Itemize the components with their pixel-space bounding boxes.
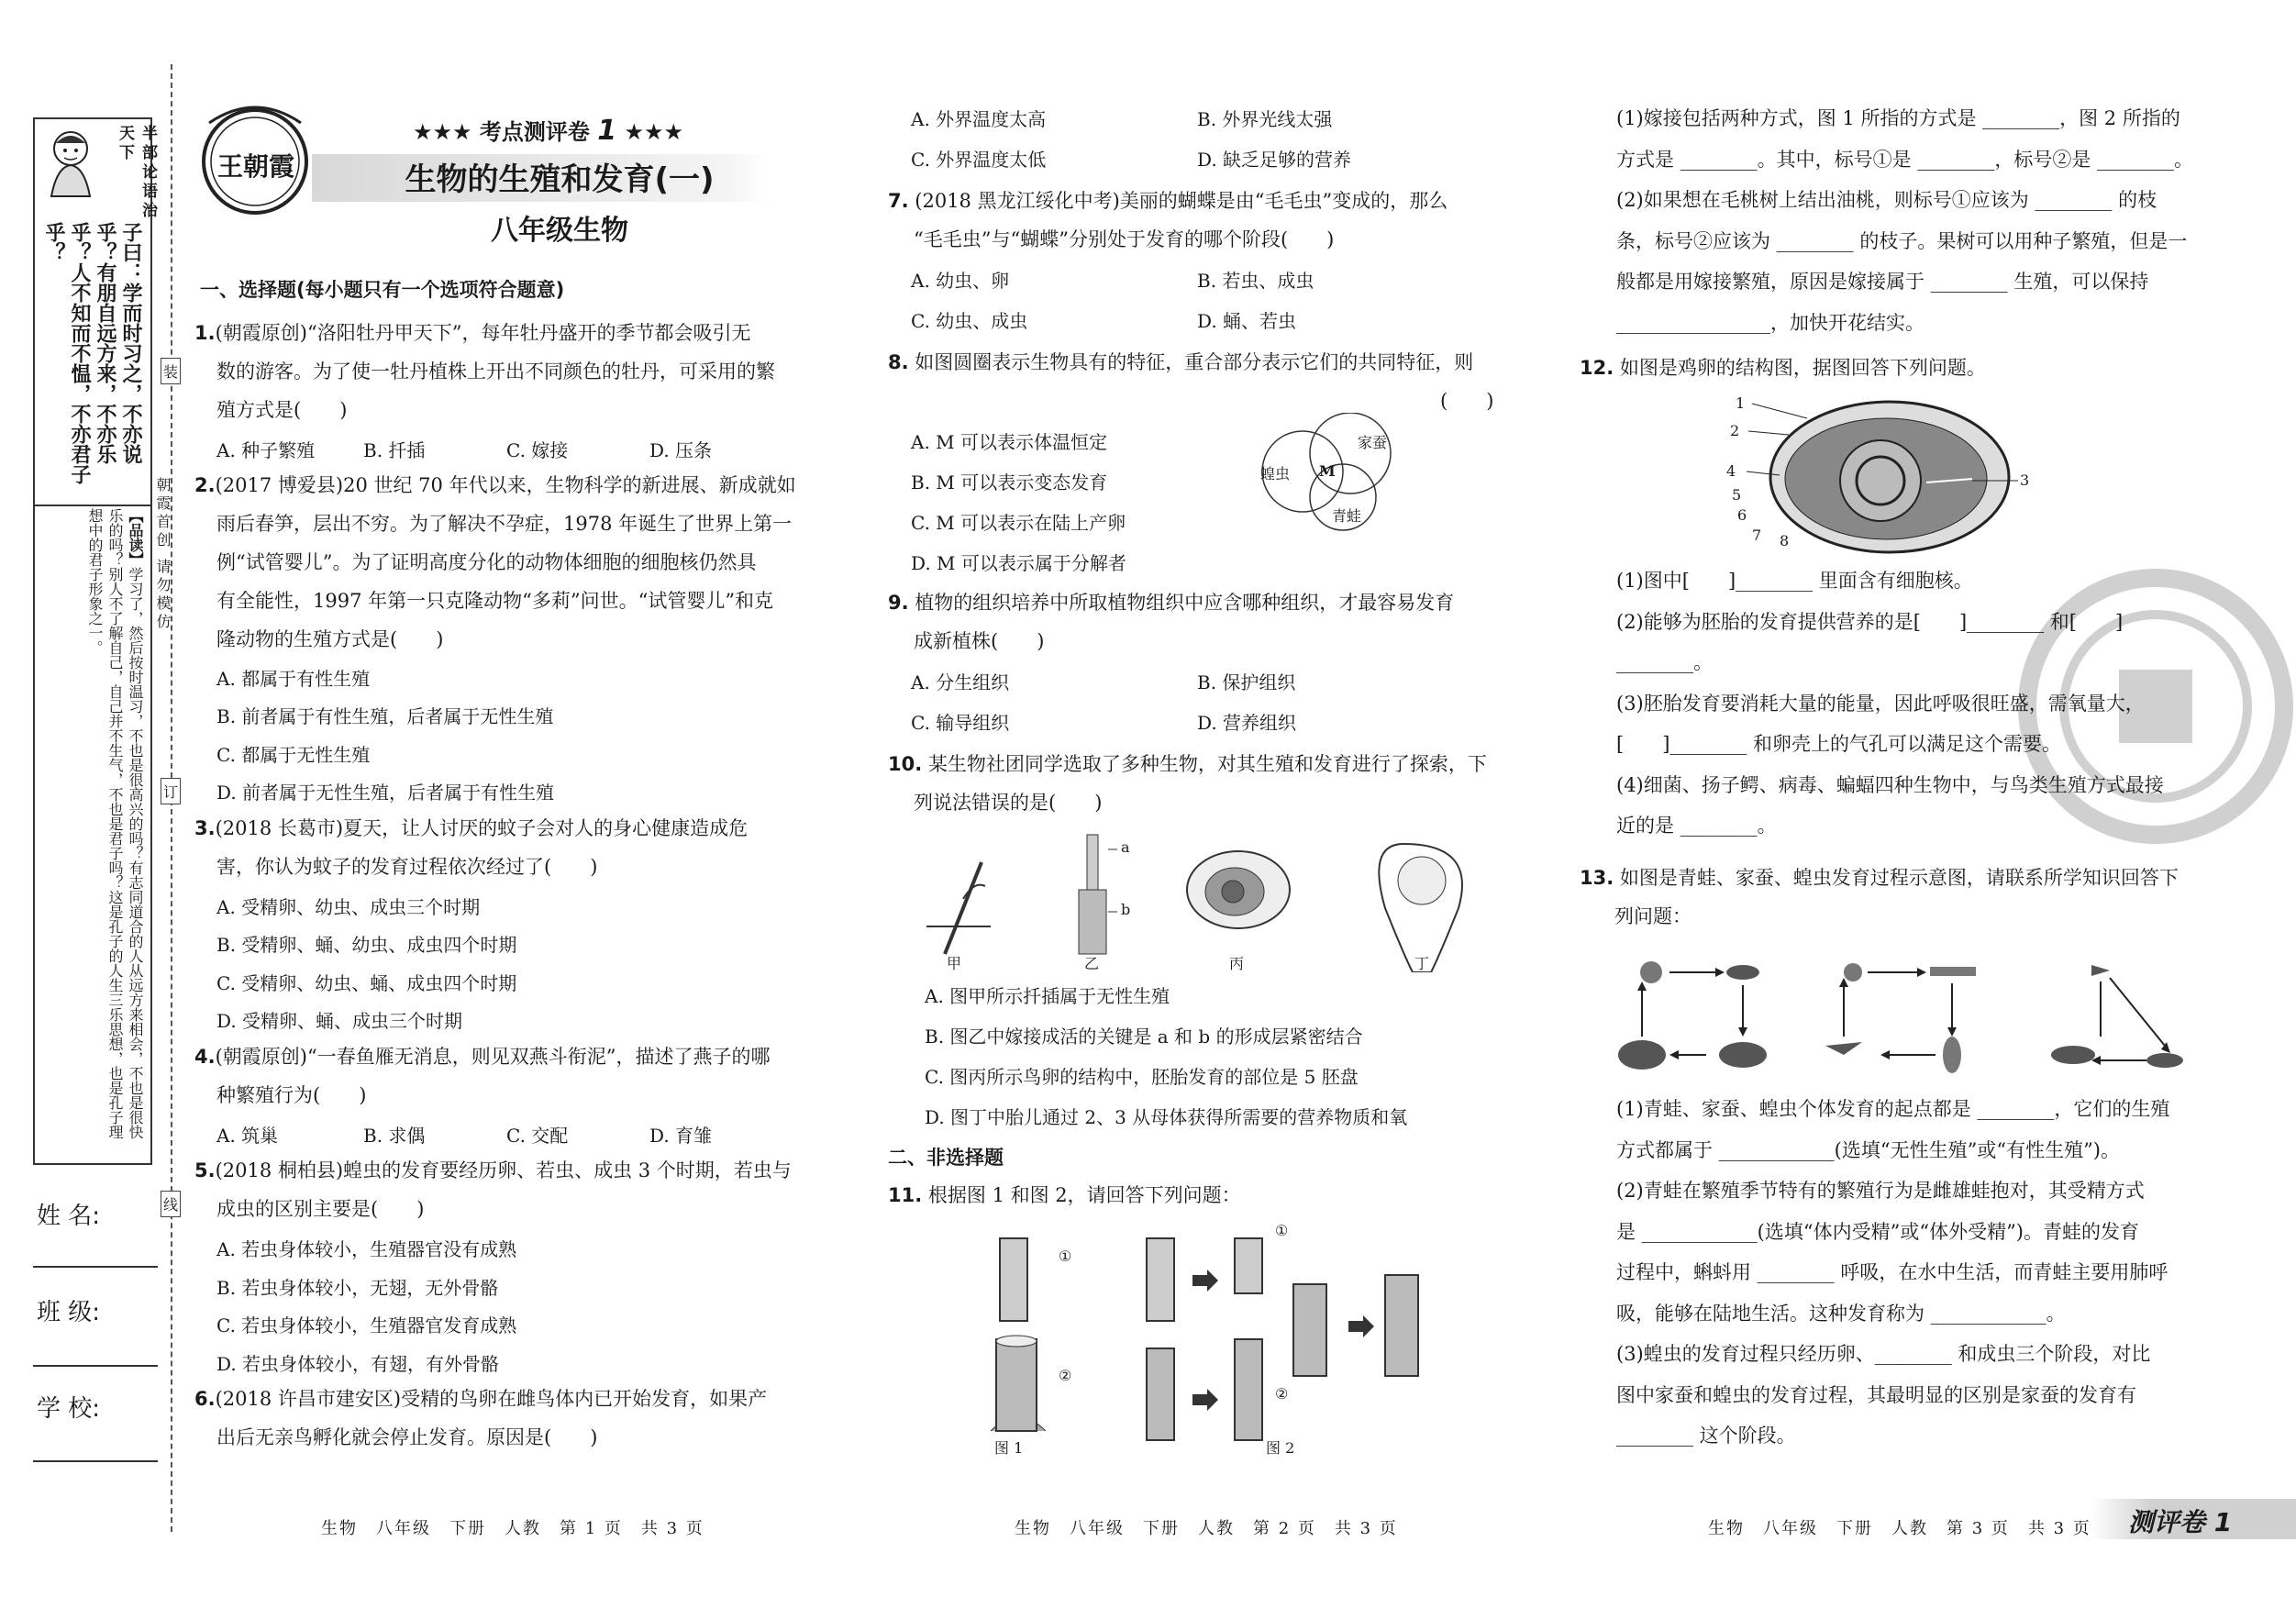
cut-mark-2: 订 — [161, 778, 181, 804]
question-1 — [194, 314, 818, 429]
q8-paren: ( ) — [1440, 390, 1494, 412]
q6-option-d[interactable]: D. 缺乏足够的营养 — [1197, 149, 1352, 171]
q6-option-a[interactable]: A. 外界温度太高 — [911, 108, 1047, 130]
name-field-label: 姓 名: — [37, 1203, 101, 1230]
q6-number: 6. — [194, 1388, 216, 1410]
q11-line-1: 根据图 1 和图 2，请回答下列问题： — [927, 1184, 1241, 1206]
q2-option-c[interactable]: C. 都属于无性生殖 — [216, 743, 371, 766]
q13-part-line-7: (3)蝗虫的发育过程只经历卵、________ 和成虫三个阶段，对比 — [1616, 1343, 2151, 1365]
watermark-seal — [2018, 569, 2293, 844]
footer-page-3: 生物 八年级 下册 人教 第 3 页 共 3 页 — [1708, 1519, 2091, 1538]
star-icon: ★★★ — [624, 119, 684, 145]
page-subtitle: 八年级生物 — [491, 215, 628, 247]
q13-part-line-5: 过程中，蝌蚪用 ________ 呼吸，在水中生活，而青蛙主要用肺呼 — [1616, 1261, 2168, 1283]
fig-b-label: b — [1121, 901, 1131, 918]
q8-option-d[interactable]: D. M 可以表示属于分解者 — [911, 552, 1126, 574]
q6-line-2: 出后无亲鸟孵化就会停止发育。原因是( ) — [216, 1426, 598, 1448]
q3-option-d[interactable]: D. 受精卵、蛹、成虫三个时期 — [216, 1010, 463, 1032]
brand-logo-text: 王朝霞 — [216, 151, 294, 182]
tab-label — [2091, 1499, 2296, 1539]
question-3 — [194, 809, 818, 886]
question-5 — [194, 1151, 818, 1228]
life-cycle-diagram — [1614, 954, 2202, 1082]
q12-part-line-6: (4)细菌、扬子鳄、病毒、蝙蝠四种生物中，与鸟类生殖方式最接 — [1616, 773, 2164, 796]
q7-option-c[interactable]: C. 幼虫、成虫 — [911, 310, 1028, 332]
tab-label-text: 测评卷 1 — [2128, 1507, 2233, 1537]
q4-option-c[interactable]: C. 交配 — [506, 1124, 569, 1147]
q13-part-line-6: 吸，能够在陆地生活。这种发育称为 ____________。 — [1616, 1302, 2066, 1325]
name-field[interactable] — [33, 1266, 158, 1268]
fig-a-label: a — [1121, 838, 1130, 856]
q4-option-a[interactable]: A. 筑巢 — [216, 1124, 279, 1147]
school-field-label: 学 校: — [37, 1395, 101, 1423]
egg-diagram — [1726, 394, 2036, 560]
question-2 — [194, 466, 818, 659]
section-heading-2: 二、非选择题 — [888, 1147, 1004, 1169]
series-title — [413, 114, 683, 147]
cartoon-icon — [39, 125, 103, 198]
fig-bing-label: 丙 — [1229, 955, 1245, 972]
seal-label: 朝霞首创 请勿模仿 — [154, 477, 172, 633]
q1-option-a[interactable]: A. 种子繁殖 — [216, 438, 316, 461]
q3-option-b[interactable]: B. 受精卵、蛹、幼虫、成虫四个时期 — [216, 934, 517, 956]
q3-line-1: (2018 长葛市)夏天，让人讨厌的蚊子会对人的身心健康造成危 — [215, 816, 749, 839]
q10-option-a[interactable]: A. 图甲所示扦插属于无性生殖 — [925, 985, 1170, 1007]
fig2-caption: 图 2 — [1266, 1439, 1295, 1457]
q10-line-2: 列说法错误的是( ) — [914, 792, 1103, 814]
q11-figures — [963, 1220, 1440, 1458]
q12-part-line-5: [ ]________ 和卵壳上的气孔可以满足这个需要。 — [1616, 733, 2062, 755]
q6-line-1: (2018 许昌市建安区)受精的鸟卵在雌鸟体内已开始发育，如果产 — [215, 1388, 768, 1410]
q2-line-3: 例“试管婴儿”。为了证明高度分化的动物体细胞的细胞核仍然具 — [216, 551, 757, 573]
question-10 — [888, 745, 1512, 822]
egg-label-1: 1 — [1736, 394, 1746, 412]
q4-option-d[interactable]: D. 育雏 — [649, 1124, 713, 1147]
cut-mark-1: 装 — [161, 358, 181, 384]
q11-number: 11. — [888, 1184, 923, 1206]
q7-line-1: (2018 黑龙江绥化中考)美丽的蝴蝶是由“毛毛虫”变成的，那么 — [915, 190, 1448, 212]
page-title: 生物的生殖和发育(一) — [405, 161, 715, 198]
class-field-label: 班 级: — [37, 1299, 101, 1326]
q8-option-c[interactable]: C. M 可以表示在陆上产卵 — [911, 512, 1126, 534]
q5-option-c[interactable]: C. 若虫身体较小，生殖器官发育成熟 — [216, 1314, 517, 1336]
fig-yi-label: 乙 — [1084, 955, 1100, 972]
q2-option-a[interactable]: A. 都属于有性生殖 — [216, 667, 371, 690]
q12-part-line-7: 近的是 ________。 — [1616, 815, 1777, 837]
q5-option-a[interactable]: A. 若虫身体较小，生殖器官没有成熟 — [216, 1238, 517, 1260]
q7-option-b[interactable]: B. 若虫、成虫 — [1197, 270, 1314, 292]
q1-line-3: 殖方式是( ) — [216, 399, 348, 421]
question-4 — [194, 1037, 818, 1115]
egg-label-6: 6 — [1737, 506, 1747, 524]
q13-number: 13. — [1580, 867, 1614, 889]
question-9 — [888, 583, 1512, 660]
q6-option-c[interactable]: C. 外界温度太低 — [911, 149, 1047, 171]
fig1-caption: 图 1 — [994, 1439, 1024, 1457]
q3-option-c[interactable]: C. 受精卵、幼虫、蛹、成虫四个时期 — [216, 971, 517, 994]
class-field[interactable] — [33, 1365, 158, 1367]
q2-number: 2. — [194, 474, 216, 496]
q9-option-c[interactable]: C. 输导组织 — [911, 712, 1010, 734]
venn-label-frog: 青蛙 — [1332, 507, 1362, 525]
q10-option-b[interactable]: B. 图乙中嫁接成活的关键是 a 和 b 的形成层紧密结合 — [925, 1026, 1363, 1048]
q9-option-d[interactable]: D. 营养组织 — [1197, 712, 1297, 734]
q9-number: 9. — [888, 592, 909, 614]
series-label: 半部论语治天下 — [116, 125, 157, 221]
q5-line-2: 成虫的区别主要是( ) — [216, 1198, 425, 1220]
venn-diagram — [1248, 413, 1413, 532]
q1-option-b[interactable]: B. 扦插 — [363, 438, 426, 461]
egg-label-4: 4 — [1726, 462, 1736, 480]
q7-option-d[interactable]: D. 蛹、若虫 — [1197, 310, 1297, 332]
q6-option-b[interactable]: B. 外界光线太强 — [1197, 108, 1333, 130]
q2-line-1: (2017 博爱县)20 世纪 70 年代以来，生物科学的新进展、新成就如 — [215, 474, 796, 496]
q11-part-line-1: (1)嫁接包括两种方式，图 1 所指的方式是 ________，图 2 所指的 — [1616, 107, 2180, 129]
q9-option-b[interactable]: B. 保护组织 — [1197, 671, 1296, 693]
q3-option-a[interactable]: A. 受精卵、幼虫、成虫三个时期 — [216, 895, 481, 918]
egg-label-7: 7 — [1752, 527, 1762, 544]
q8-option-a[interactable]: A. M 可以表示体温恒定 — [911, 431, 1107, 453]
question-8 — [888, 343, 1512, 382]
question-13 — [1580, 859, 2203, 936]
q2-option-d[interactable]: D. 前者属于无性生殖，后者属于有性生殖 — [216, 782, 555, 804]
q3-number: 3. — [194, 816, 216, 839]
footer-page-1: 生物 八年级 下册 人教 第 1 页 共 3 页 — [321, 1519, 704, 1538]
fig2-label-2: ② — [1275, 1385, 1289, 1403]
q1-line-2: 数的游客。为了使一牡丹植株上开出不同颜色的牡丹，可采用的繁 — [216, 360, 775, 383]
q9-line-1: 植物的组织培养中所取植物组织中应含哪种组织，才最容易发育 — [915, 592, 1455, 614]
q10-figures — [908, 826, 1495, 972]
q4-line-1: (朝霞原创)“一春鱼雁无消息，则见双燕斗衔泥”，描述了燕子的哪 — [215, 1045, 771, 1068]
q11-part-line-3: (2)如果想在毛桃树上结出油桃，则标号①应该为 ________ 的枝 — [1616, 189, 2157, 211]
q7-number: 7. — [888, 190, 909, 212]
q1-number: 1. — [194, 322, 216, 344]
reading-body: 学习了，然后按时温习，不也是很高兴的吗？有志同道合的人从远方来相会，不也是很快乐的吗？别人不了解自己，自己并不生气，不也是君子吗？这是孔子的人生三乐思想，也是孔子理想中的君子形象之一。 — [86, 508, 144, 1139]
q12-part-line-3: ________。 — [1616, 651, 1713, 673]
q9-option-a[interactable]: A. 分生组织 — [911, 671, 1010, 693]
q10-option-c[interactable]: C. 图丙所示鸟卵的结构中，胚胎发育的部位是 5 胚盘 — [925, 1066, 1359, 1088]
q1-option-c[interactable]: C. 嫁接 — [506, 438, 569, 461]
q13-part-line-9: ________ 这个阶段。 — [1616, 1425, 1796, 1447]
q1-line-1: (朝霞原创)“洛阳牡丹甲天下”，每年牡丹盛开的季节都会吸引无 — [215, 322, 751, 344]
school-field[interactable] — [33, 1460, 158, 1462]
question-6 — [194, 1380, 818, 1457]
sidebar-reading-box — [33, 503, 152, 1165]
q12-part-line-4: (3)胚胎发育要消耗大量的能量，因此呼吸很旺盛，需氧量大， — [1616, 692, 2145, 715]
q5-line-1: (2018 桐柏县)蝗虫的发育要经历卵、若虫、成虫 3 个时期，若虫与 — [215, 1159, 792, 1181]
venn-label-m: M — [1319, 462, 1336, 480]
q9-line-2: 成新植株( ) — [914, 630, 1045, 652]
section-heading-1: 一、选择题(每小题只有一个选项符合题意) — [200, 279, 565, 301]
q8-option-b[interactable]: B. M 可以表示变态发育 — [911, 471, 1108, 494]
fig-jia-label: 甲 — [947, 955, 962, 972]
q10-line-1: 某生物社团同学选取了多种生物，对其生殖和发育进行了探索，下 — [927, 753, 1487, 775]
egg-label-8: 8 — [1780, 532, 1790, 549]
q12-title: 如图是鸡卵的结构图，据图回答下列问题。 — [1619, 357, 1986, 379]
q2-option-b[interactable]: B. 前者属于有性生殖，后者属于无性生殖 — [216, 705, 554, 727]
q13-part-line-4: 是 ____________(选填“体内受精”或“体外受精”)。青蛙的发育 — [1616, 1220, 2140, 1243]
q10-number: 10. — [888, 753, 923, 775]
venn-label-silkworm: 家蚕 — [1358, 434, 1388, 451]
fig-ding-label: 丁 — [1414, 955, 1430, 972]
q11-part-line-6: ________________，加快开花结实。 — [1616, 311, 1924, 334]
q13-part-line-8: 图中家蚕和蝗虫的发育过程，其最明显的区别是家蚕的发育有 — [1616, 1383, 2136, 1406]
footer-page-2: 生物 八年级 下册 人教 第 2 页 共 3 页 — [1015, 1519, 1398, 1538]
q13-part-line-2: 方式都属于 ____________(选填“无性生殖”或“有性生殖”)。 — [1616, 1138, 2121, 1161]
q4-number: 4. — [194, 1045, 216, 1068]
cut-mark-3: 线 — [161, 1191, 181, 1217]
fig2-label-1: ① — [1275, 1222, 1289, 1239]
sidebar-top-box — [33, 117, 157, 506]
fig1-label-2: ② — [1059, 1367, 1072, 1384]
q13-part-line-1: (1)青蛙、家蚕、蝗虫个体发育的起点都是 ________，它们的生殖 — [1616, 1098, 2170, 1120]
series-num: 1 — [597, 115, 617, 147]
question-7 — [888, 182, 1512, 259]
q13-title-2: 列问题： — [1614, 905, 1691, 927]
q12-number: 12. — [1580, 357, 1614, 379]
q7-option-a[interactable]: A. 幼虫、卵 — [911, 270, 1010, 292]
q8-line-1: 如图圆圈表示生物具有的特征，重合部分表示它们的共同特征，则 — [915, 351, 1474, 373]
q7-line-2: “毛毛虫”与“蝴蝶”分别处于发育的哪个阶段( ) — [914, 228, 1335, 250]
q12-part-line-2: (2)能够为胚胎的发育提供营养的是[ ]________ 和[ ] — [1616, 610, 2124, 633]
q1-option-d[interactable]: D. 压条 — [649, 438, 713, 461]
q8-number: 8. — [888, 351, 909, 373]
star-icon: ★★★ — [413, 119, 472, 145]
venn-label-locust: 蝗虫 — [1260, 465, 1291, 482]
question-11 — [888, 1176, 1512, 1214]
q11-part-line-5: 般都是用嫁接繁殖，原因是嫁接属于 ________ 生殖，可以保持 — [1616, 271, 2149, 293]
reading-title: 【品读】 — [127, 508, 144, 567]
q5-option-d[interactable]: D. 若虫身体较小，有翅，有外骨骼 — [216, 1352, 500, 1375]
fig1-label-1: ① — [1059, 1248, 1072, 1265]
egg-label-3: 3 — [2020, 471, 2030, 489]
q5-option-b[interactable]: B. 若虫身体较小，无翅，无外骨骼 — [216, 1276, 499, 1299]
q4-line-2: 种繁殖行为( ) — [216, 1083, 367, 1106]
q12-part-line-1: (1)图中[ ]________ 里面含有细胞核。 — [1616, 570, 1973, 592]
q2-line-5: 隆动物的生殖方式是( ) — [216, 628, 444, 650]
reading-text — [42, 508, 145, 1150]
question-12 — [1580, 349, 2203, 387]
q11-part-line-4: 条，标号②应该为 ________ 的枝子。果树可以用种子繁殖，但是一 — [1616, 229, 2188, 252]
egg-label-5: 5 — [1732, 486, 1742, 504]
q3-line-2: 害，你认为蚊子的发育过程依次经过了( ) — [216, 855, 598, 878]
q13-title-1: 如图是青蛙、家蚕、蝗虫发育过程示意图，请联系所学知识回答下 — [1619, 867, 2179, 889]
q10-option-d[interactable]: D. 图丁中胎儿通过 2、3 从母体获得所需要的营养物质和氧 — [925, 1106, 1408, 1128]
q13-part-line-3: (2)青蛙在繁殖季节特有的繁殖行为是雌雄蛙抱对，其受精方式 — [1616, 1180, 2145, 1202]
q4-option-b[interactable]: B. 求偶 — [363, 1124, 426, 1147]
quote-text: 子曰：学而时习之，不亦说乎？有朋自远方来，不亦乐乎？人不知而不愠，不亦君子乎？ — [42, 222, 142, 484]
egg-label-2: 2 — [1730, 422, 1740, 439]
q5-number: 5. — [194, 1159, 216, 1181]
series-text: 考点测评卷 — [479, 119, 590, 145]
q2-line-4: 有全能性，1997 年第一只克隆动物“多莉”问世。“试管婴儿”和克 — [216, 590, 774, 612]
q11-part-line-2: 方式是 ________。其中，标号①是 ________，标号②是 ________。 — [1616, 148, 2194, 171]
q2-line-2: 雨后春笋，层出不穷。为了解决不孕症，1978 年诞生了世界上第一 — [216, 513, 793, 535]
brand-logo — [191, 95, 328, 224]
